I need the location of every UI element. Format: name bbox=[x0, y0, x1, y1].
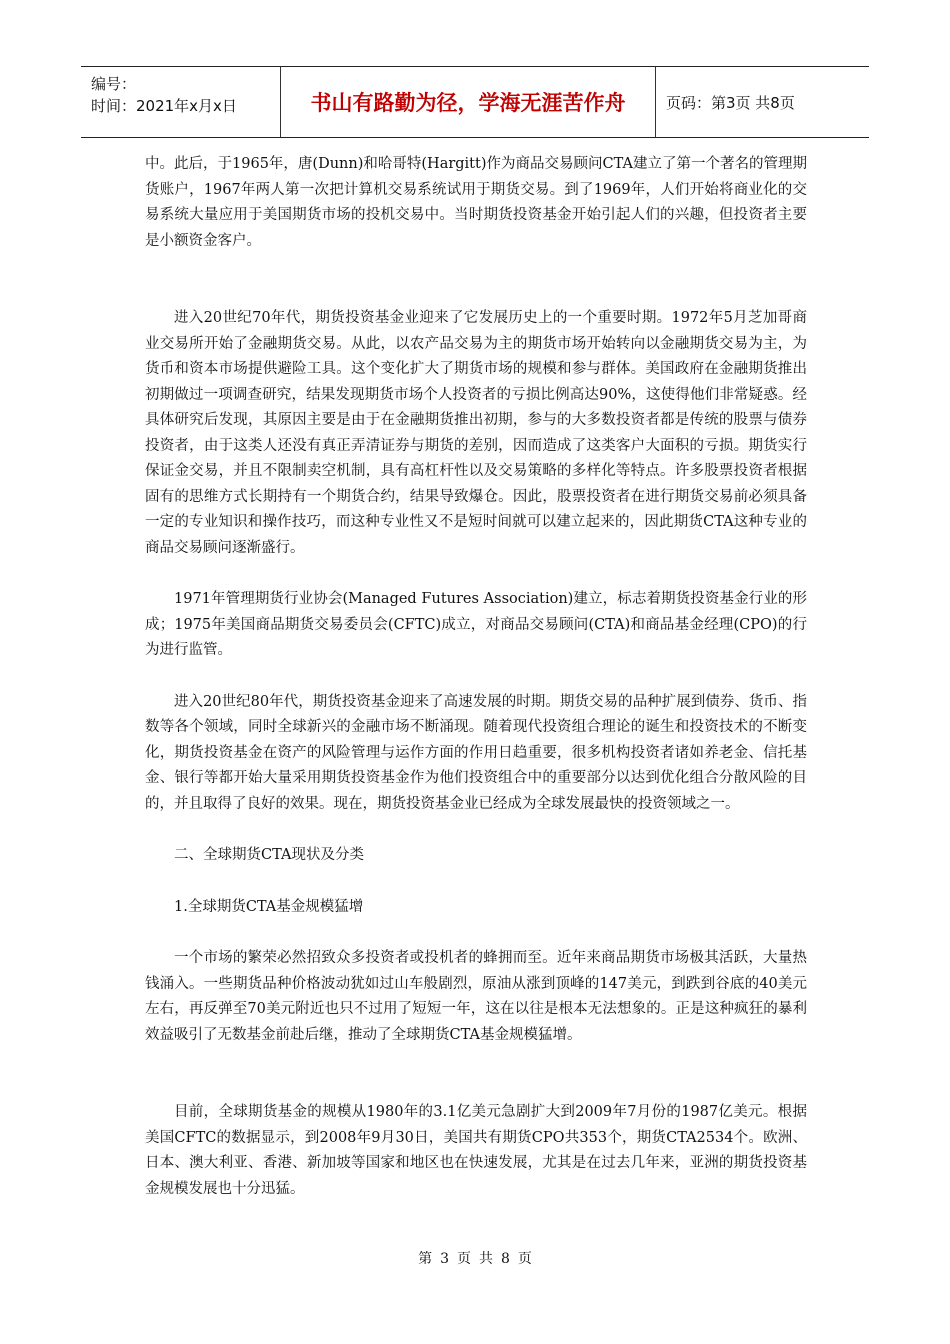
paragraph-1970s: 进入20世纪70年代，期货投资基金业迎来了它发展历史上的一个重要时期。1972年5月芝加哥商业交易所开始了金融期货交易。从此，以农产品交易为主的期货市场开始转向以金融期货交易为主，为货币和资本市场提供避险工具。这个变化扩大了期货市场的规模和参与群体。美国政府在金融期货推出初期做过一项调查研究，结果发现期货市场个人投资者的亏损比例高达90%，这使得他们非常疑惑。经具体研究后发现，其原因主要是由于在金融期货推出初期，参与的大多数投资者都是传统的股票与债券投资者，由于这类人还没有真正弄清证券与期货的差别，因而造成了这类客户大面积的亏损。期货实行保证金交易，并且不限制卖空机制，具有高杠杆性以及交易策略的多样化等特点。许多股票投资者根据固有的思维方式长期持有一个期货合约，结果导致爆仓。因此，股票投资者在进行期货交易前必须具备一定的专业知识和操作技巧，而这种专业性又不是短时间就可以建立起来的，因此期货CTA这种专业的商品交易顾问逐渐盛行。 bbox=[145, 310, 807, 556]
paragraph-current-scale: 目前，全球期货基金的规模从1980年的3.1亿美元急剧扩大到2009年7月份的1987亿美元。根据美国CFTC的数据显示，到2008年9月30日，美国共有期货CPO共353个，期货CTA2534个。欧洲、日本、澳大利亚、香港、新加坡等国家和地区也在快速发展，尤其是在过去几年来，亚洲的期货投资基金规模发展也十分迅猛。 bbox=[145, 1104, 807, 1197]
footer-current-page: 3 bbox=[440, 1251, 449, 1267]
page-footer bbox=[0, 1248, 950, 1268]
footer-total-pages: 8 bbox=[501, 1251, 510, 1267]
paragraph-mfa: 1971年管理期货行业协会(Managed Futures Association)建立，标志着期货投资基金行业的形成；1975年美国商品期货交易委员会(CFTC)成立，对商品交易顾问(CTA)和商品基金经理(CPO)的行为进行监管。 bbox=[145, 591, 807, 658]
document-number-label: 编号： bbox=[91, 75, 137, 93]
footer-ye-end: 页 bbox=[517, 1251, 532, 1267]
page-header bbox=[81, 66, 869, 138]
subsection-heading: 1.全球期货CTA基金规模猛增 bbox=[174, 898, 364, 915]
footer-di: 第 bbox=[418, 1251, 433, 1267]
document-body bbox=[145, 152, 807, 1228]
paragraph-1980s: 进入20世纪80年代，期货投资基金迎来了高速发展的时期。期货交易的品种扩展到债券、货币、指数等各个领域，同时全球新兴的金融市场不断涌现。随着现代投资组合理论的诞生和投资技术的不断变化，期货投资基金在资产的风险管理与运作方面的作用日趋重要，很多机构投资者诸如养老金、信托基金、银行等都开始大量采用期货投资基金作为他们投资组合中的重要部分以达到优化组合分散风险的目的，并且取得了良好的效果。现在，期货投资基金业已经成为全球发展最快的投资领域之一。 bbox=[145, 693, 807, 812]
footer-ye: 页 bbox=[457, 1251, 471, 1267]
header-page-number: 页码：第3页 共8页 bbox=[666, 93, 795, 112]
paragraph-intro-continuation: 中。此后，于1965年，唐(Dunn)和哈哥特(Hargitt)作为商品交易顾问CTA建立了第一个著名的管理期货账户，1967年两人第一次把计算机交易系统试用于期货交易。到了1969年，人们开始将商业化的交易系统大量应用于美国期货市场的投机交易中。当时期货投资基金开始引起人们的兴趣，但投资者主要是小额资金客户。 bbox=[145, 156, 807, 249]
section-heading: 二、全球期货CTA现状及分类 bbox=[174, 847, 364, 863]
header-meta bbox=[81, 67, 281, 137]
document-time-label: 时间：2021年x月x日 bbox=[91, 97, 237, 115]
header-motto: 书山有路勤为径，学海无涯苦作舟 bbox=[281, 67, 656, 137]
paragraph-market-boom: 一个市场的繁荣必然招致众多投资者或投机者的蜂拥而至。近年来商品期货市场极其活跃，大量热钱涌入。一些期货品种价格波动犹如过山车般剧烈，原油从涨到顶峰的147美元，到跌到谷底的40美元左右，再反弹至70美元附近也只不过用了短短一年，这在以往是根本无法想象的。正是这种疯狂的暴利效益吸引了无数基金前赴后继，推动了全球期货CTA基金规模猛增。 bbox=[145, 950, 807, 1043]
footer-gong: 共 bbox=[479, 1251, 493, 1267]
